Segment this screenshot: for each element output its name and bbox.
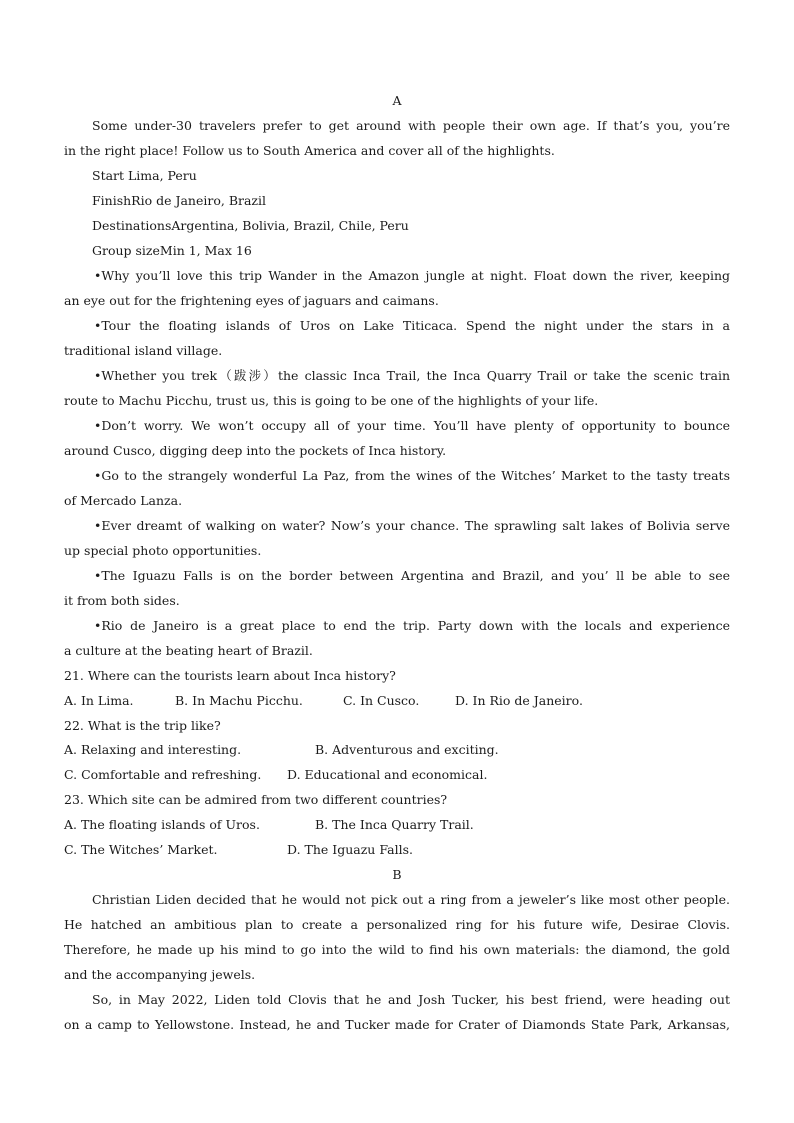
q23-option-d: D. The Iguazu Falls.	[287, 842, 413, 857]
bullet-amazon-2: an eye out for the frightening eyes of jaguars and caimans.	[64, 293, 439, 308]
trip-finish: FinishRio de Janeiro, Brazil	[92, 193, 267, 208]
section-a-label: A	[392, 93, 402, 108]
bullet-inca-trail-1: •Whether you trek（跋涉）the classic Inca Trail, the Inca Quarry Trail or take the scenic train	[94, 368, 730, 383]
bullet-rio-2: a culture at the beating heart of Brazil.	[64, 643, 313, 658]
bullet-cusco-2: around Cusco, digging deep into the pockets of Inca history.	[64, 443, 447, 458]
intro-line-2: in the right place! Follow us to South America and cover all of the highlights.	[64, 143, 555, 158]
bullet-amazon-1: •Why you’ll love this trip Wander in the Amazon jungle at night. Float down the river, keeping	[94, 268, 730, 283]
q23-option-b: B. The Inca Quarry Trail.	[315, 817, 474, 832]
section-b-label: B	[392, 867, 402, 882]
bullet-la-paz-1: •Go to the strangely wonderful La Paz, from the wines of the Witches’ Market to the tasty treats	[94, 468, 730, 483]
q22-option-a: A. Relaxing and interesting.	[64, 742, 242, 757]
passage-b-line-3: Therefore, he made up his mind to go into the wild to find his own materials: the diamond, the gold	[64, 942, 730, 957]
trip-start: Start Lima, Peru	[92, 168, 197, 183]
bullet-cusco-1: •Don’t worry. We won’t occupy all of your time. You’ll have plenty of opportunity to bounce	[94, 418, 730, 433]
trip-destinations: DestinationsArgentina, Bolivia, Brazil, Chile, Peru	[92, 218, 409, 233]
passage-b-line-1: Christian Liden decided that he would not pick out a ring from a jeweler’s like most other people.	[92, 892, 730, 907]
bullet-salt-lakes-2: up special photo opportunities.	[64, 543, 262, 558]
q23-option-c: C. The Witches’ Market.	[64, 842, 218, 857]
q21-option-b: B. In Machu Picchu.	[175, 693, 303, 708]
q22-option-d: D. Educational and economical.	[287, 767, 488, 782]
q23-option-a: A. The floating islands of Uros.	[64, 817, 260, 832]
q22-option-c: C. Comfortable and refreshing.	[64, 767, 262, 782]
trip-group-size: Group sizeMin 1, Max 16	[92, 243, 252, 258]
question-23: 23. Which site can be admired from two different countries?	[64, 792, 448, 807]
q21-option-a: A. In Lima.	[64, 693, 134, 708]
bullet-rio-1: •Rio de Janeiro is a great place to end the trip. Party down with the locals and experience	[94, 618, 730, 633]
bullet-uros-2: traditional island village.	[64, 343, 223, 358]
passage-b-line-4: and the accompanying jewels.	[64, 967, 256, 982]
passage-b-line-5: So, in May 2022, Liden told Clovis that he and Josh Tucker, his best friend, were heading out	[92, 992, 730, 1007]
passage-b-line-2: He hatched an ambitious plan to create a personalized ring for his future wife, Desirae Clovis.	[64, 917, 730, 932]
bullet-inca-trail-2: route to Machu Picchu, trust us, this is going to be one of the highlights of your life.	[64, 393, 599, 408]
q22-option-b: B. Adventurous and exciting.	[315, 742, 499, 757]
passage-b-line-6: on a camp to Yellowstone. Instead, he and Tucker made for Crater of Diamonds State Park, Arkansas,	[64, 1017, 730, 1032]
bullet-uros-1: •Tour the floating islands of Uros on Lake Titicaca. Spend the night under the stars in a	[94, 318, 730, 333]
bullet-la-paz-2: of Mercado Lanza.	[64, 493, 183, 508]
question-21: 21. Where can the tourists learn about Inca history?	[64, 668, 396, 683]
intro-line-1: Some under-30 travelers prefer to get around with people their own age. If that’s you, you’re	[92, 118, 730, 133]
q21-option-d: D. In Rio de Janeiro.	[455, 693, 583, 708]
q21-option-c: C. In Cusco.	[343, 693, 420, 708]
question-22: 22. What is the trip like?	[64, 718, 221, 733]
bullet-iguazu-2: it from both sides.	[64, 593, 180, 608]
bullet-salt-lakes-1: •Ever dreamt of walking on water? Now’s your chance. The sprawling salt lakes of Bolivia serve	[94, 518, 730, 533]
bullet-iguazu-1: •The Iguazu Falls is on the border between Argentina and Brazil, and you’ ll be able to see	[94, 568, 730, 583]
